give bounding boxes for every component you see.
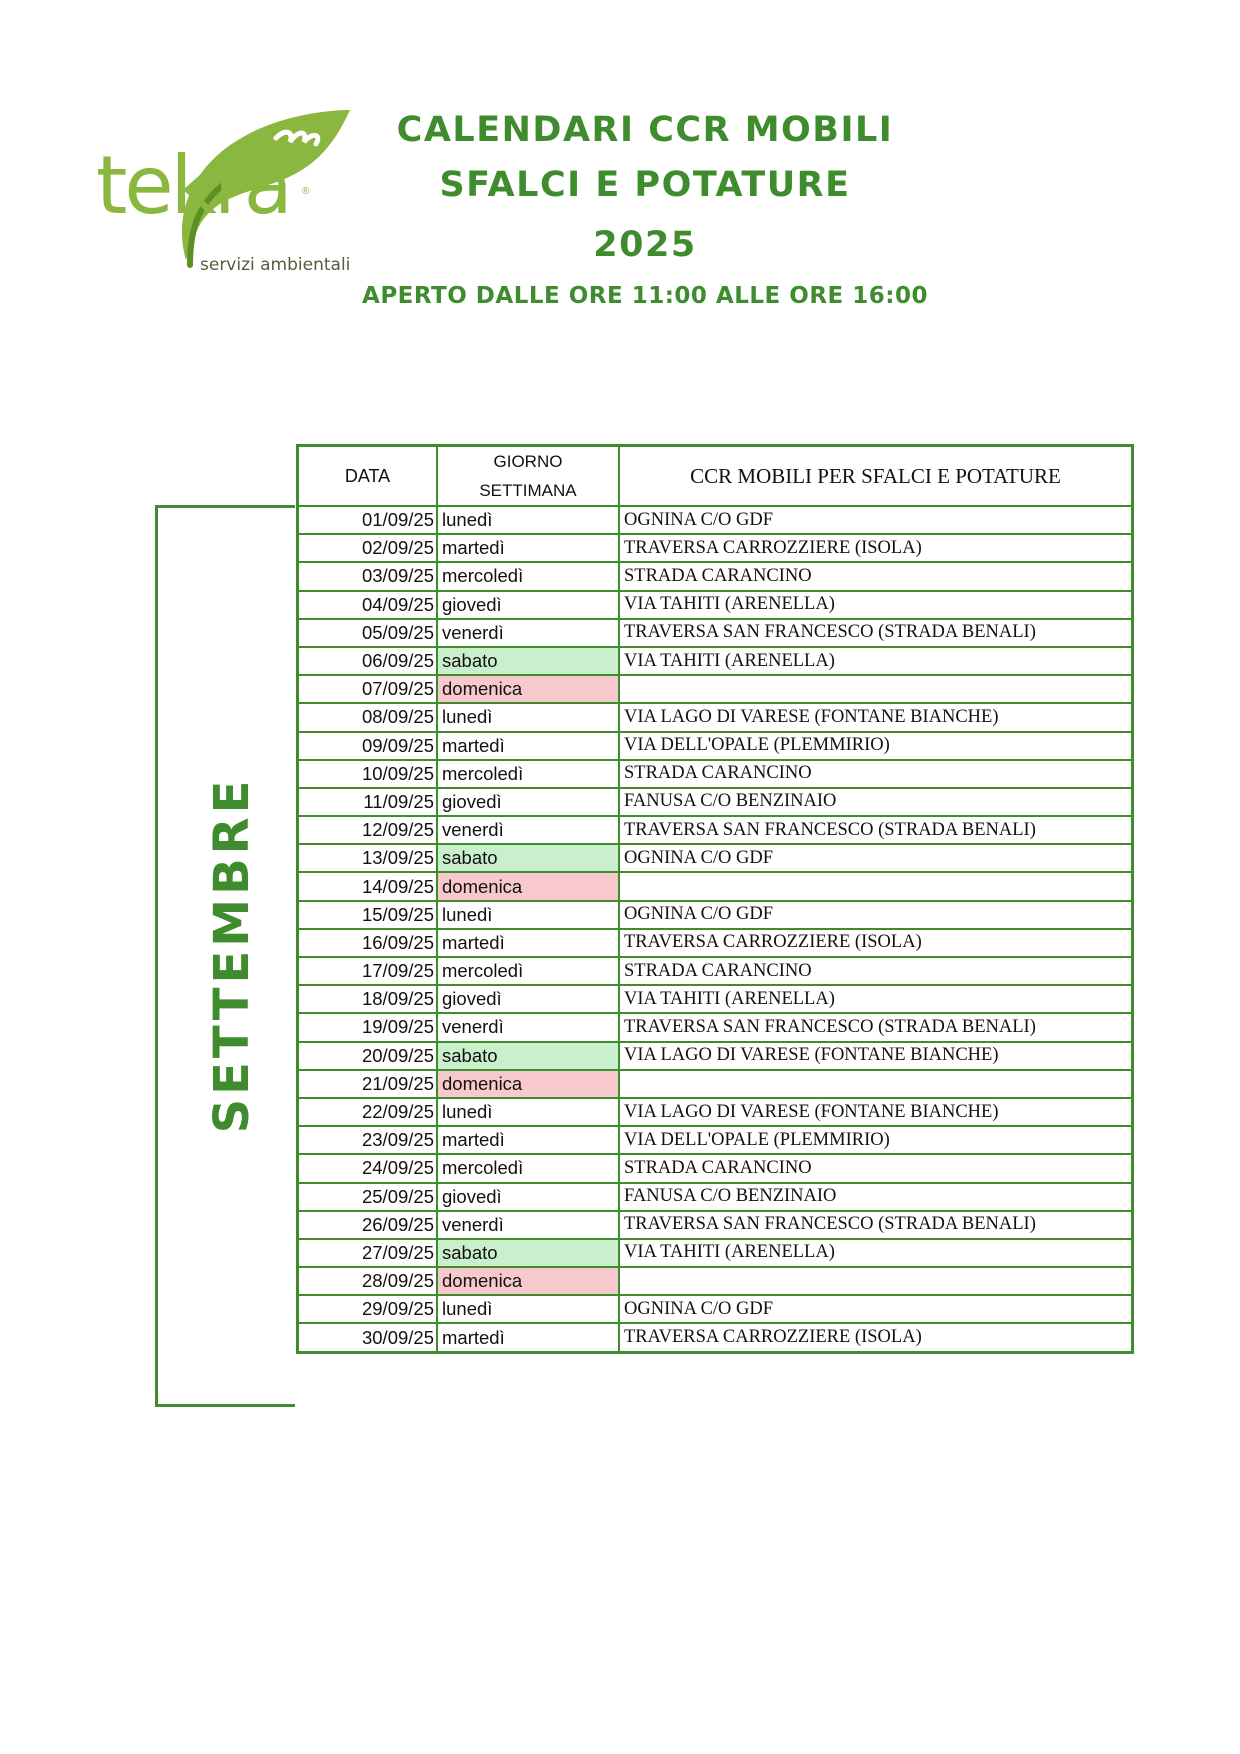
title-line-1: CALENDARI CCR MOBILI bbox=[396, 110, 894, 150]
table-row bbox=[298, 703, 1133, 731]
date-cell: 09/09/25 bbox=[298, 732, 438, 760]
weekday-cell: domenica bbox=[437, 872, 619, 900]
weekday-cell: sabato bbox=[437, 1239, 619, 1267]
table-row bbox=[298, 760, 1133, 788]
date-cell: 06/09/25 bbox=[298, 647, 438, 675]
location-cell: STRADA CARANCINO bbox=[619, 562, 1133, 590]
date-cell: 19/09/25 bbox=[298, 1013, 438, 1041]
location-cell: OGNINA C/O GDF bbox=[619, 844, 1133, 872]
weekday-cell: martedì bbox=[437, 732, 619, 760]
date-cell: 11/09/25 bbox=[298, 788, 438, 816]
weekday-cell: martedì bbox=[437, 1126, 619, 1154]
date-cell: 20/09/25 bbox=[298, 1042, 438, 1070]
weekday-cell: venerdì bbox=[437, 816, 619, 844]
location-cell: TRAVERSA CARROZZIERE (ISOLA) bbox=[619, 929, 1133, 957]
date-cell: 02/09/25 bbox=[298, 534, 438, 562]
table-row bbox=[298, 1013, 1133, 1041]
column-header-weekday-line2: SETTIMANA bbox=[479, 481, 577, 500]
location-cell: VIA LAGO DI VARESE (FONTANE BIANCHE) bbox=[619, 1098, 1133, 1126]
table-row bbox=[298, 1070, 1133, 1098]
location-cell: VIA TAHITI (ARENELLA) bbox=[619, 1239, 1133, 1267]
weekday-cell: giovedì bbox=[437, 788, 619, 816]
location-cell: VIA DELL'OPALE (PLEMMIRIO) bbox=[619, 1126, 1133, 1154]
location-cell: STRADA CARANCINO bbox=[619, 760, 1133, 788]
location-cell: VIA LAGO DI VARESE (FONTANE BIANCHE) bbox=[619, 703, 1133, 731]
location-cell: TRAVERSA CARROZZIERE (ISOLA) bbox=[619, 534, 1133, 562]
location-cell: VIA TAHITI (ARENELLA) bbox=[619, 985, 1133, 1013]
table-row bbox=[298, 506, 1133, 534]
column-header-weekday-line1: GIORNO bbox=[493, 452, 563, 471]
location-cell: TRAVERSA SAN FRANCESCO (STRADA BENALI) bbox=[619, 619, 1133, 647]
table-row bbox=[298, 562, 1133, 590]
table-row bbox=[298, 985, 1133, 1013]
location-cell: FANUSA C/O BENZINAIO bbox=[619, 1183, 1133, 1211]
date-cell: 05/09/25 bbox=[298, 619, 438, 647]
date-cell: 28/09/25 bbox=[298, 1267, 438, 1295]
table-row bbox=[298, 1323, 1133, 1352]
location-cell: STRADA CARANCINO bbox=[619, 957, 1133, 985]
table-row bbox=[298, 1295, 1133, 1323]
table-row bbox=[298, 901, 1133, 929]
location-cell: STRADA CARANCINO bbox=[619, 1154, 1133, 1182]
table-header-row bbox=[298, 446, 1133, 507]
weekday-cell: sabato bbox=[437, 1042, 619, 1070]
date-cell: 17/09/25 bbox=[298, 957, 438, 985]
weekday-cell: domenica bbox=[437, 1070, 619, 1098]
weekday-cell: mercoledì bbox=[437, 562, 619, 590]
date-cell: 29/09/25 bbox=[298, 1295, 438, 1323]
calendar-body bbox=[298, 506, 1133, 1352]
table-row bbox=[298, 957, 1133, 985]
date-cell: 26/09/25 bbox=[298, 1211, 438, 1239]
date-cell: 15/09/25 bbox=[298, 901, 438, 929]
logo-wordmark: tekra bbox=[96, 139, 290, 232]
month-label: SETTEMBRE bbox=[204, 776, 260, 1134]
location-cell: TRAVERSA SAN FRANCESCO (STRADA BENALI) bbox=[619, 1211, 1133, 1239]
weekday-cell: martedì bbox=[437, 1323, 619, 1352]
table-row bbox=[298, 1042, 1133, 1070]
table-row bbox=[298, 816, 1133, 844]
date-cell: 18/09/25 bbox=[298, 985, 438, 1013]
opening-hours: APERTO DALLE ORE 11:00 ALLE ORE 16:00 bbox=[362, 283, 928, 309]
weekday-cell: lunedì bbox=[437, 703, 619, 731]
weekday-cell: giovedì bbox=[437, 985, 619, 1013]
date-cell: 21/09/25 bbox=[298, 1070, 438, 1098]
location-cell: VIA DELL'OPALE (PLEMMIRIO) bbox=[619, 732, 1133, 760]
table-row bbox=[298, 534, 1133, 562]
date-cell: 01/09/25 bbox=[298, 506, 438, 534]
table-row bbox=[298, 1154, 1133, 1182]
table-row bbox=[298, 647, 1133, 675]
column-header-date: DATA bbox=[298, 446, 438, 507]
weekday-cell: venerdì bbox=[437, 619, 619, 647]
table-row bbox=[298, 788, 1133, 816]
table-row bbox=[298, 591, 1133, 619]
weekday-cell: mercoledì bbox=[437, 760, 619, 788]
registered-mark: ® bbox=[302, 186, 310, 197]
date-cell: 24/09/25 bbox=[298, 1154, 438, 1182]
weekday-cell: lunedì bbox=[437, 1295, 619, 1323]
date-cell: 13/09/25 bbox=[298, 844, 438, 872]
date-cell: 12/09/25 bbox=[298, 816, 438, 844]
weekday-cell: lunedì bbox=[437, 506, 619, 534]
weekday-cell: domenica bbox=[437, 1267, 619, 1295]
location-cell bbox=[619, 1070, 1133, 1098]
table-row bbox=[298, 1098, 1133, 1126]
table-row bbox=[298, 872, 1133, 900]
column-header-location: CCR MOBILI PER SFALCI E POTATURE bbox=[619, 446, 1133, 507]
location-cell: TRAVERSA CARROZZIERE (ISOLA) bbox=[619, 1323, 1133, 1352]
table-row bbox=[298, 1211, 1133, 1239]
date-cell: 27/09/25 bbox=[298, 1239, 438, 1267]
weekday-cell: giovedì bbox=[437, 1183, 619, 1211]
title-line-2: SFALCI E POTATURE bbox=[439, 165, 851, 205]
location-cell: VIA TAHITI (ARENELLA) bbox=[619, 647, 1133, 675]
weekday-cell: mercoledì bbox=[437, 1154, 619, 1182]
location-cell: OGNINA C/O GDF bbox=[619, 901, 1133, 929]
table-row bbox=[298, 1239, 1133, 1267]
weekday-cell: mercoledì bbox=[437, 957, 619, 985]
weekday-cell: lunedì bbox=[437, 901, 619, 929]
title-year: 2025 bbox=[593, 225, 697, 265]
location-cell bbox=[619, 675, 1133, 703]
table-row bbox=[298, 844, 1133, 872]
date-cell: 25/09/25 bbox=[298, 1183, 438, 1211]
table-row bbox=[298, 675, 1133, 703]
date-cell: 22/09/25 bbox=[298, 1098, 438, 1126]
weekday-cell: venerdì bbox=[437, 1211, 619, 1239]
location-cell: VIA LAGO DI VARESE (FONTANE BIANCHE) bbox=[619, 1042, 1133, 1070]
table-row bbox=[298, 929, 1133, 957]
weekday-cell: domenica bbox=[437, 675, 619, 703]
location-cell: OGNINA C/O GDF bbox=[619, 1295, 1133, 1323]
location-cell: TRAVERSA SAN FRANCESCO (STRADA BENALI) bbox=[619, 816, 1133, 844]
location-cell bbox=[619, 1267, 1133, 1295]
table-row bbox=[298, 619, 1133, 647]
date-cell: 03/09/25 bbox=[298, 562, 438, 590]
table-row bbox=[298, 732, 1133, 760]
date-cell: 30/09/25 bbox=[298, 1323, 438, 1352]
date-cell: 14/09/25 bbox=[298, 872, 438, 900]
date-cell: 04/09/25 bbox=[298, 591, 438, 619]
date-cell: 23/09/25 bbox=[298, 1126, 438, 1154]
table-row bbox=[298, 1267, 1133, 1295]
date-cell: 10/09/25 bbox=[298, 760, 438, 788]
location-cell: VIA TAHITI (ARENELLA) bbox=[619, 591, 1133, 619]
weekday-cell: sabato bbox=[437, 647, 619, 675]
logo-tagline: servizi ambientali bbox=[200, 255, 351, 275]
calendar-table bbox=[296, 444, 1134, 1354]
weekday-cell: giovedì bbox=[437, 591, 619, 619]
weekday-cell: martedì bbox=[437, 929, 619, 957]
weekday-cell: lunedì bbox=[437, 1098, 619, 1126]
location-cell: FANUSA C/O BENZINAIO bbox=[619, 788, 1133, 816]
location-cell: TRAVERSA SAN FRANCESCO (STRADA BENALI) bbox=[619, 1013, 1133, 1041]
weekday-cell: venerdì bbox=[437, 1013, 619, 1041]
weekday-cell: martedì bbox=[437, 534, 619, 562]
table-row bbox=[298, 1183, 1133, 1211]
column-header-weekday bbox=[437, 446, 619, 507]
date-cell: 16/09/25 bbox=[298, 929, 438, 957]
location-cell bbox=[619, 872, 1133, 900]
weekday-cell: sabato bbox=[437, 844, 619, 872]
date-cell: 08/09/25 bbox=[298, 703, 438, 731]
table-row bbox=[298, 1126, 1133, 1154]
location-cell: OGNINA C/O GDF bbox=[619, 506, 1133, 534]
date-cell: 07/09/25 bbox=[298, 675, 438, 703]
